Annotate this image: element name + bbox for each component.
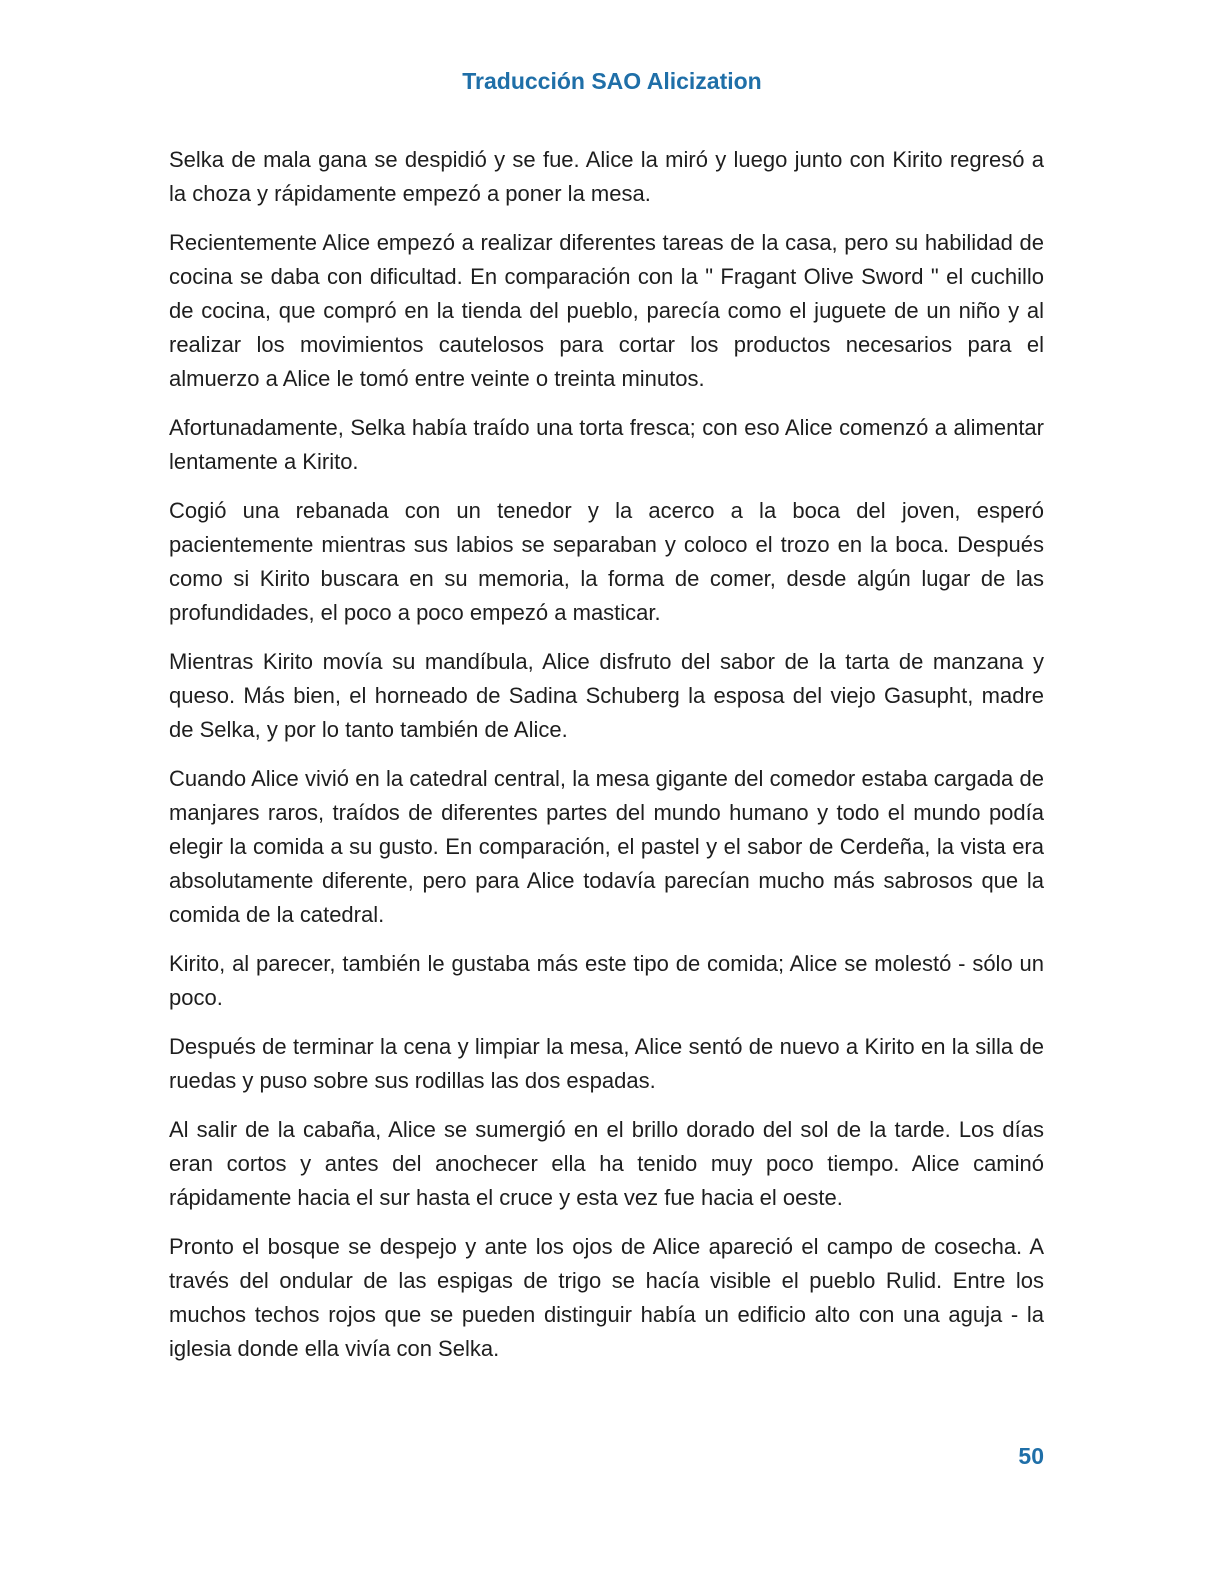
paragraph: Mientras Kirito movía su mandíbula, Alice disfruto del sabor de la tarta de manzana y queso. Más bien, el horneado de Sadina Schuberg la esposa del viejo Gasupht, madre de Selka, y por lo tanto también de Alice. — [169, 649, 1044, 742]
paragraph: Cogió una rebanada con un tenedor y la acerco a la boca del joven, esperó pacientemente mientras sus labios se separaban y coloco el trozo en la boca. Después como si Kirito buscara en su memoria, la forma de comer, desde algún lugar de las profundidades, el poco a poco empezó a masticar. — [169, 498, 1044, 625]
paragraph: Pronto el bosque se despejo y ante los ojos de Alice apareció el campo de cosecha. A través del ondular de las espigas de trigo se hacía visible el pueblo Rulid. Entre los muchos techos rojos que se pueden distinguir había un edificio alto con una aguja - la iglesia donde ella vivía con Selka. — [169, 1234, 1044, 1361]
paragraph: Selka de mala gana se despidió y se fue. Alice la miró y luego junto con Kirito regresó a la choza y rápidamente empezó a poner la mesa. — [169, 147, 1044, 206]
body-text — [169, 143, 1044, 1381]
running-header-title: Traducción SAO Alicization — [462, 68, 762, 94]
paragraph: Cuando Alice vivió en la catedral central, la mesa gigante del comedor estaba cargada de manjares raros, traídos de diferentes partes del mundo humano y todo el mundo podía elegir la comida a su gusto. En comparación, el pastel y el sabor de Cerdeña, la vista era absolutamente diferente, pero para Alice todavía parecían mucho más sabrosos que la comida de la catedral. — [169, 766, 1044, 927]
paragraph: Después de terminar la cena y limpiar la mesa, Alice sentó de nuevo a Kirito en la silla de ruedas y puso sobre sus rodillas las dos espadas. — [169, 1034, 1044, 1093]
paragraph: Afortunadamente, Selka había traído una torta fresca; con eso Alice comenzó a alimentar lentamente a Kirito. — [169, 415, 1044, 474]
page-number: 50 — [1018, 1443, 1044, 1469]
paragraph: Kirito, al parecer, también le gustaba más este tipo de comida; Alice se molestó - sólo un poco. — [169, 951, 1044, 1010]
paragraph: Al salir de la cabaña, Alice se sumergió en el brillo dorado del sol de la tarde. Los días eran cortos y antes del anochecer ella ha tenido muy poco tiempo. Alice caminó rápidamente hacia el sur hasta el cruce y esta vez fue hacia el oeste. — [169, 1117, 1044, 1210]
paragraph: Recientemente Alice empezó a realizar diferentes tareas de la casa, pero su habilidad de cocina se daba con dificultad. En comparación con la " Fragant Olive Sword " el cuchillo de cocina, que compró en la tienda del pueblo, parecía como el juguete de un niño y al realizar los movimientos cautelosos para cortar los productos necesarios para el almuerzo a Alice le tomó entre veinte o treinta minutos. — [169, 230, 1044, 391]
